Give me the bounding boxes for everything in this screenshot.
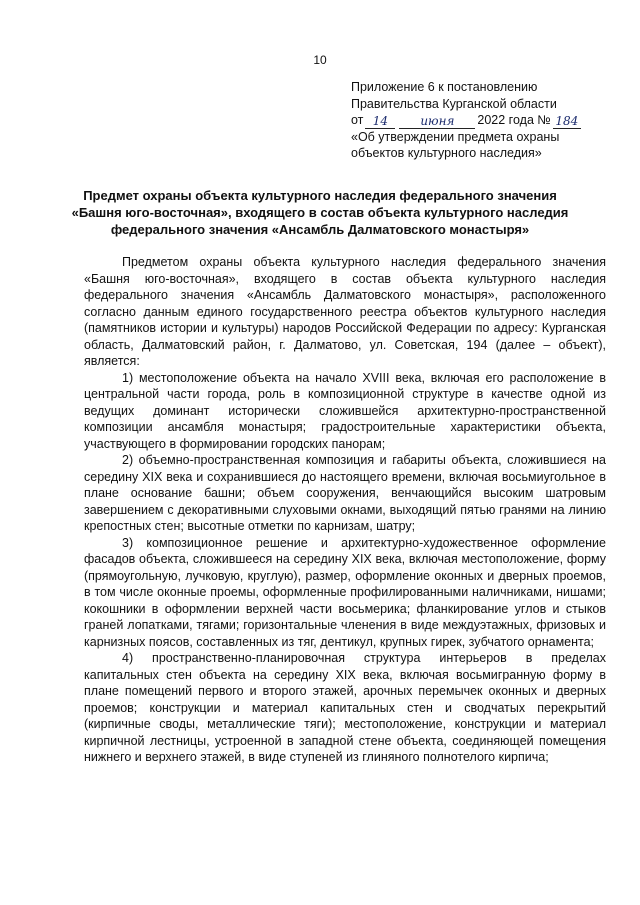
appendix-line-4 xyxy=(351,129,621,146)
paragraph-item-4: 4) пространственно-планировочная структура интерьеров в пределах капитальных стен объекта на середину XIX века, включая восьмигранную форму в плане помещений первого и второго этажей, арочных перемычек оконных и дверных проемов; конструкции и материал капитальных стен и сводчатых перекрытий (кирпичные своды, металлические тяги); местоположение, конструкции и материал кирпичной лестницы, устроенной в западной стене объекта, соединяющей помещения нижнего и верхнего этажей, в виде ступеней из глиняного полнотелого кирпича; xyxy=(84,651,606,764)
appendix-line-5-text: объектов культурного наследия» xyxy=(351,146,542,160)
paragraph-item-2: 2) объемно-пространственная композиция и габариты объекта, сложившиеся на середину XIX века и сохранившиеся до настоящего времени, включая восьмиугольное в плане основание башни; объем сооружения, венчающийся высоким шатровым завершением с декоративными слуховыми окнами, выходящий пятью гранями на линию крепостных стен; высотные отметки по карнизам, шатру; xyxy=(84,453,606,533)
page-number: 10 xyxy=(313,53,327,67)
date-prefix: от xyxy=(351,113,364,127)
appendix-line-1-text: Приложение 6 к постановлению xyxy=(351,80,538,94)
appendix-header xyxy=(351,79,621,162)
handwritten-month: июня xyxy=(399,115,475,129)
document-title: Предмет охраны объекта культурного наследия федерального значения «Башня юго-восточная», входящего в состав объекта культурного наследия федерального значения «Ансамбль Далматовского монастыря» xyxy=(71,188,569,237)
appendix-line-2-text: Правительства Курганской области xyxy=(351,96,557,111)
date-year-label: 2022 года № xyxy=(477,113,551,127)
paragraph-item-3: 3) композиционное решение и архитектурно-художественное оформление фасадов объекта, сложившееся на середину XIX века, включая местоположение, форму (прямоугольную, лучковую, круглую), размер, оформление оконных и дверных проемов, в том числе оконные проемы, оформленные профилированными наличниками, нишами; кокошники в оформлении верхней части восьмерика; фланкирование углов и стыков граней лопатками, тягами; горизонтальные членения в виде междуэтажных, фризовых и карнизных поясов, составленных из тяг, дентикул, крупных гирек, зубчатого орнамента; xyxy=(84,535,606,649)
handwritten-day: 14 xyxy=(365,115,395,129)
handwritten-number: 184 xyxy=(553,115,581,129)
document-body xyxy=(84,254,606,766)
appendix-date-line xyxy=(351,112,621,129)
paragraph-intro: Предметом охраны объекта культурного наследия федерального значения «Башня юго-восточная», входящего в состав объекта культурного наследия федерального значения «Ансамбль Далматовского монастыря», расположенного согласно данным единого государственного реестра объектов культурного наследия (памятников истории и культуры) народов Российской Федерации по адресу: Курганская область, Далматовский район, г. Далматово, ул. Советская, 194 (далее – объект), является: xyxy=(84,255,606,368)
paragraph-item-1: 1) местоположение объекта на начало XVIII века, включая его расположение в центральной части города, роль в композиционной структуре в качестве одной из ведущих доминант исторически сложившейся архитектурно-пространственной композиции ансамбля монастыря; градостроительные характеристики объекта, участвующего в формировании городских панорам; xyxy=(84,370,606,451)
appendix-line-4-text: «Об утверждении предмета охраны xyxy=(351,129,560,144)
appendix-line-1 xyxy=(351,79,621,96)
appendix-line-2 xyxy=(351,96,621,113)
appendix-line-5 xyxy=(351,145,621,162)
